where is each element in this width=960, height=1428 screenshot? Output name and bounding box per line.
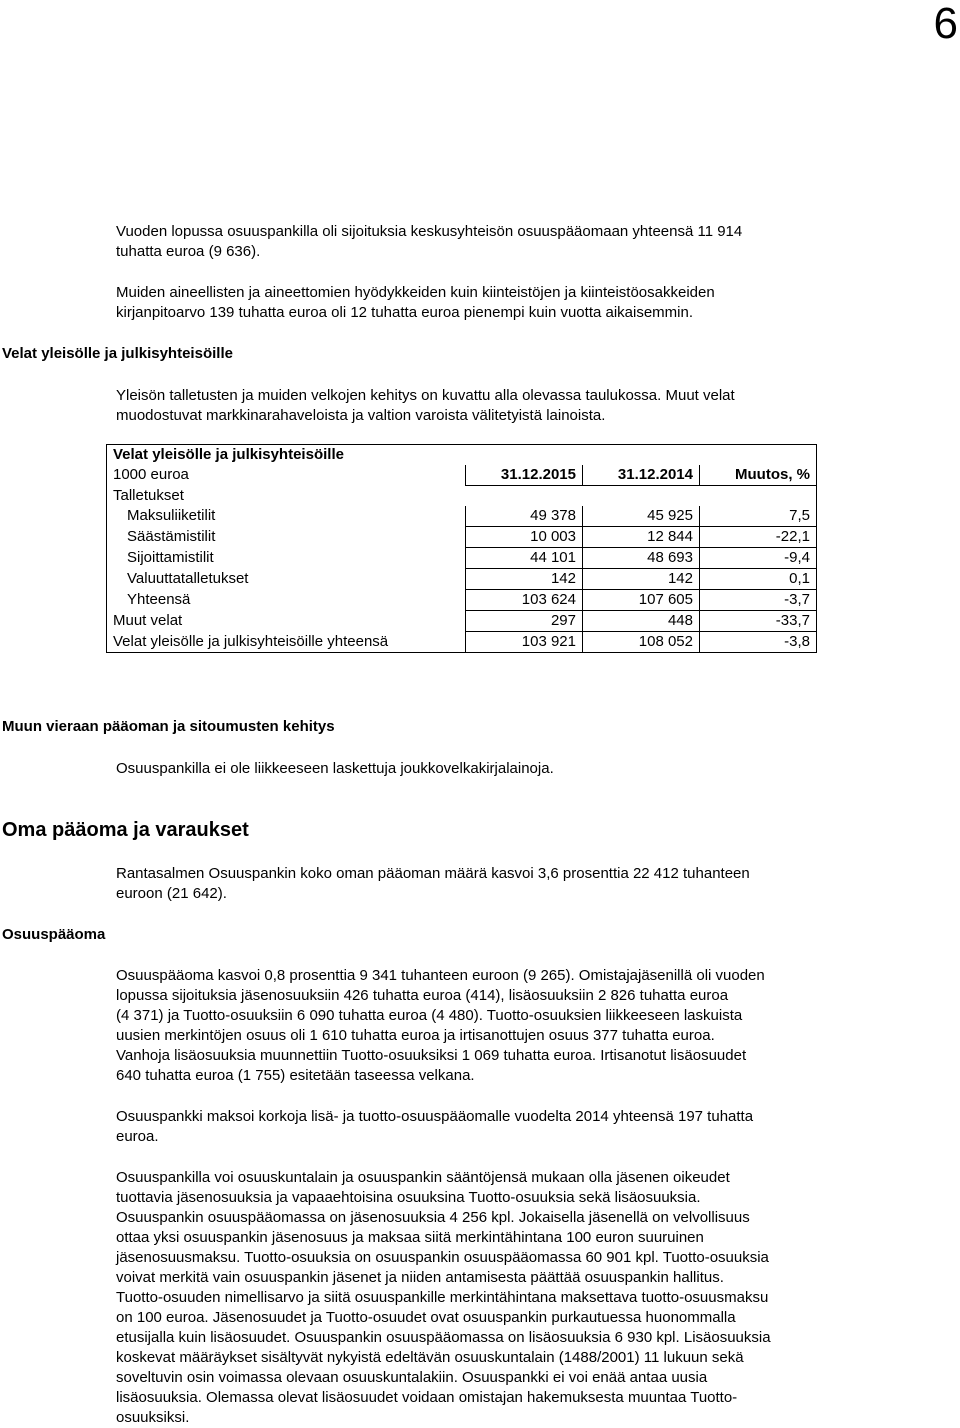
cell-2014: 448 [583,611,700,632]
paragraph-joukkovelkakirja: Osuuspankilla ei ole liikkeeseen laskettuja joukkovelkakirjalainoja. [116,760,554,777]
heading-oma-paaoma: Oma pääoma ja varaukset [2,819,249,841]
cell-2015: 103 921 [466,632,583,653]
cell-2014: 45 925 [583,506,700,527]
column-header-2015: 31.12.2015 [466,465,583,486]
table-title: Velat yleisölle ja julkisyhteisöille [107,445,817,466]
column-header-2014: 31.12.2014 [583,465,700,486]
cell-2015: 103 624 [466,590,583,611]
row-label: Säästämistilit [107,527,466,548]
cell-2014: 48 693 [583,548,700,569]
table-group-label: Talletukset [107,486,466,507]
row-label: Velat yleisölle ja julkisyhteisöille yhteensä [107,632,466,653]
cell-muutos: -3,8 [700,632,817,653]
paragraph-oma-paaoma: Rantasalmen Osuuspankin koko oman pääoman määrä kasvoi 3,6 prosenttia 22 412 tuhanteen euroon (21 642). [116,865,750,902]
paragraph-talletukset-intro: Yleisön talletusten ja muiden velkojen kehitys on kuvattu alla olevassa taulukossa. Muut velat muodostuvat markkinarahaveloista ja valtion varoista välitetyistä lainoista. [116,387,735,424]
row-label: Muut velat [107,611,466,632]
cell-2015: 142 [466,569,583,590]
cell-2015: 49 378 [466,506,583,527]
paragraph-osuudet: Osuuspankilla voi osuuskuntalain ja osuuspankin sääntöjensä mukaan olla jäsenen oikeudet tuottavia jäsenosuuksia ja vapaaehtoisina osuuksina Tuotto-osuuksia sekä lisäosuuksia. Osuuspankin osuuspääomassa on jäsenosuuksia 4 256 kpl. Jokaisella jäsenellä on velvollisuus ottaa yksi osuuspankin jäsenosuus ja maksaa siitä merkintähintana 100 euron suuruinen jäsenosuusmaksu. Tuotto-osuuksia on osuuspankin osuuspääomassa 60 901 kpl. Tuotto-osuuksia voivat merkitä vain osuuspankin jäsenet ja niiden antamisesta päättää osuuspankin hallitus. Tuotto-osuuden nimellisarvo ja siitä osuuspankille merkintähintana maksettava tuotto-osuusmaksu on 100 euroa. Jäsenosuudet ja Tuotto-osuudet ovat osuuspankin purkautuessa huonommalla etusijalla kuin lisäosuudet. Osuuspankin osuuspääomassa on lisäosuuksia 6 930 kpl. Lisäosuuksia koskevat määräykset sisältyvät nykyistä edeltävän osuuskuntalain (1488/2001) 11 lukuun sekä soveltuvin osin voimassa olevaan osuuskuntalakiin. Osuuspankki ei voi enää antaa uusia lisäosuuksia. Olemassa olevat lisäosuudet voidaan omistajan hakemuksesta muuntaa Tuotto- osuuksiksi. [116,1169,771,1426]
paragraph-korot: Osuuspankki maksoi korkoja lisä- ja tuotto-osuuspääomalle vuodelta 2014 yhteensä 197 tuhatta euroa. [116,1108,754,1145]
table-row [107,611,817,632]
table-row [107,527,817,548]
cell-muutos: -22,1 [700,527,817,548]
cell-muutos: 0,1 [700,569,817,590]
table-row [107,548,817,569]
row-label: Sijoittamistilit [107,548,466,569]
column-header-muutos: Muutos, % [700,465,817,486]
side-heading-velat: Velat yleisölle ja julkisyhteisöille [2,345,233,362]
cell-muutos: 7,5 [700,506,817,527]
cell-2015: 10 003 [466,527,583,548]
paragraph-keskusyhteiso: Vuoden lopussa osuuspankilla oli sijoituksia keskusyhteisön osuuspääomaan yhteensä 11 914 tuhatta euroa (9 636). [116,223,743,260]
row-label: Valuuttatalletukset [107,569,466,590]
table-row-total [107,632,817,653]
cell-2015: 44 101 [466,548,583,569]
deposits-table [106,444,817,653]
cell-muutos: -33,7 [700,611,817,632]
paragraph-osuuspaaoma: Osuuspääoma kasvoi 0,8 prosenttia 9 341 tuhanteen euroon (9 265). Omistajajäsenillä oli vuoden lopussa sijoituksia jäsenosuuksiin 426 tuhatta euroa (414), lisäosuuksiin 2 826 tuhatta euroa (4 371) ja Tuotto-osuuksiin 6 090 tuhatta euroa (4 480). Tuotto-osuuksien liikkeeseen laskuista uusien merkintöjen osuus oli 1 610 tuhatta euroa ja irtisanottujen osuus 377 tuhatta euroa. Vanhoja lisäosuuksia muunnettiin Tuotto-osuuksiksi 1 069 tuhatta euroa. Irtisanotut lisäosuudet 640 tuhatta euroa (1 755) esitetään taseessa velkana. [116,967,765,1084]
table-unit: 1000 euroa [107,465,466,486]
cell-2014: 107 605 [583,590,700,611]
table-row [107,569,817,590]
paragraph-hyodykkeet: Muiden aineellisten ja aineettomien hyödykkeiden kuin kiinteistöjen ja kiinteistöosakkeiden kirjanpitoarvo 139 tuhatta euroa oli 12 tuhatta euroa pienempi kuin vuotta aikaisemmin. [116,284,715,321]
table-row [107,590,817,611]
side-heading-osuuspaaoma: Osuuspääoma [2,926,106,943]
cell-muutos: -3,7 [700,590,817,611]
heading-muun-vieraan: Muun vieraan pääoman ja sitoumusten kehitys [2,718,335,735]
cell-2014: 108 052 [583,632,700,653]
cell-2015: 297 [466,611,583,632]
table-row [107,506,817,527]
cell-2014: 142 [583,569,700,590]
page-number: 6 [933,0,958,48]
row-label: Maksuliiketilit [107,506,466,527]
cell-2014: 12 844 [583,527,700,548]
cell-muutos: -9,4 [700,548,817,569]
row-label: Yhteensä [107,590,466,611]
